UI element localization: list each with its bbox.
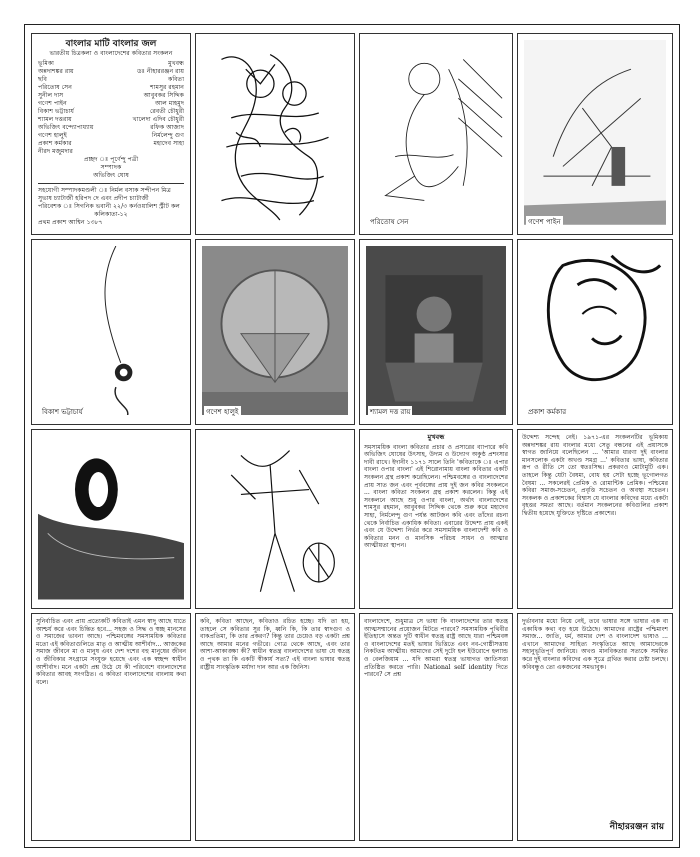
- artwork-abstract-drawing: [38, 246, 184, 415]
- artwork-caption: প্রকাশ কর্মকার: [528, 408, 567, 416]
- credit-artist: সুনীল দাস: [38, 92, 64, 99]
- book-title: বাংলার মাটি বাংলার জল: [65, 39, 157, 49]
- credit-artist: ছবি: [38, 76, 47, 83]
- publisher-city: কলিকাতা-১২: [94, 211, 128, 218]
- credit-row: [38, 100, 184, 108]
- credit-row: [38, 68, 184, 76]
- artwork-dark-painting: [366, 246, 506, 415]
- essay-text: বাংলাদেশে, শুধুমাত্র সে ভাষা কি বাংলাদেশের তার স্বতন্ত্র আত্মসম্মানের প্রয়োজন মিটতে পারবে? সমসাময়িক পৃথিবীর ইতিহাসে অন্তত দুটি স্বাধীন স্বতন্ত্র রাষ্ট্র আছে যারা পশ্চিমবঙ্গ ও বাংলাদেশের মতই ভাষার ভিত্তিতে এবং নব-গোষ্ঠীসত্তায় নিকটতম আত্মীয়। আমাদের সেই দুটো হল ইউরোপে হল্যান্ড ও বেলজিয়াম ... যদি আমরা স্বতন্ত্র ভাষাগত জাতিসত্তা প্রতিষ্ঠিত করতে পারি। National self identity দিতে পারবে? সে প্রশ্ন: [364, 618, 508, 679]
- editor-name: অভিজিৎ ঘোষ: [93, 172, 129, 179]
- credit-artist: পরিতোষ সেন: [38, 84, 72, 91]
- book-page: [24, 24, 680, 848]
- credit-poet: কবিতা: [168, 76, 184, 83]
- cover-credit: প্রচ্ছদ ঃ পূর্ণেন্দু পত্রী: [83, 156, 139, 163]
- artwork-caption: গণেশ পাইন: [528, 218, 561, 226]
- book-subtitle: ভারতীয় চিত্রকলা ও বাংলাদেশের কবিতার সংকলন: [49, 50, 173, 57]
- credits-panel: [31, 33, 191, 235]
- credit-poet: শামসুর রহমান: [150, 84, 184, 91]
- credit-artist: শ্যামল দত্তরায়: [38, 116, 72, 123]
- credit-row: [38, 92, 184, 100]
- essay-text: কবি, কবিতা আছেন, কবিতাও রচিত হচ্ছে। যদি তা হয়, তাহলে সে কবিতার সুর কি, ধ্বনি কি, কি তার স্বাদগুণ ও বাকপ্রতিমা, কি তার প্রকরণ? কিন্তু তার চেয়েও বড় একটা প্রশ্ন আছে আমার মনের গভীরে। গোত্র থেকে আছে, এবং তার আশা-আকাঙ্ক্ষা কী? স্বাধীন স্বতন্ত্র বাংলাদেশের ভাষা যে স্বতন্ত্র ও পৃথক তা কি একটি স্বীকার্য সত্য? এই বাংলা ভাষার স্বতন্ত্র রাষ্ট্রীয় সাংস্কৃতিক মর্যাদা দান আর এক জিনিস।: [200, 618, 350, 671]
- edition: প্রথম প্রকাশ আশ্বিন ১৩৮৭: [38, 219, 103, 226]
- artwork-seated-figure-drawing: [366, 40, 506, 225]
- editor-label: সম্পাদক: [100, 164, 122, 171]
- artwork-face-drawing: [524, 246, 666, 415]
- credit-row: [38, 76, 184, 84]
- credit-poet: রফিক আজাদ: [150, 124, 184, 131]
- artwork-frame: [31, 429, 191, 609]
- essay-text: দুর্ভাবনার মধ্যে নিয়ে নেই, তবে ভাষার সঙ্গে ভাষার এক বা একাধিক কথা বড় হয়ে উঠেছে। আমাদের রাষ্ট্রের পশ্চিমাংশ সমাজ... জাতি, ধর্ম, আমার দেশ ও বাংলাদেশ ভাষাও ... এখানে আমাদের সাহিত্য সংস্কৃতিতে আছে আমাদেরকে সহানুভূতিপূর্ণ জানিয়ে। অখণ্ড মানবিকতার সত্যকে সমন্বিত করে দুই বাংলার কবিদের এক সূত্রে গ্রথিত করার চেষ্টা চলছে। কবিবন্ধুও তো একজনের সমভাবুক।: [522, 618, 668, 671]
- artwork-frame: [31, 239, 191, 425]
- credit-row: [38, 140, 184, 148]
- essay-column: [195, 613, 355, 841]
- assistant-editors: সহযোগী সম্পাদকমণ্ডলী ঃ নির্মল বসাক সন্দীপন মিত্র: [38, 187, 171, 194]
- artwork-caption: শ্যামল দত্ত রায়: [370, 408, 411, 416]
- artwork-caption: গণেশ হালুই: [206, 408, 239, 416]
- credit-artist: ভূমিকা: [38, 60, 54, 67]
- artwork-frame: [517, 33, 673, 235]
- credit-artist: অভিজিৎ বন্দ্যোপাধ্যায়: [38, 124, 94, 131]
- essay-column: [517, 613, 673, 841]
- artwork-figure-line-drawing: [202, 436, 348, 600]
- credit-artist: নীরদ মজুমদার: [38, 148, 73, 155]
- artwork-caption: পরিতোষ সেন: [370, 218, 409, 226]
- preface-heading: মুখবন্ধ: [427, 433, 445, 441]
- credit-artist: অন্নদাশঙ্কর রায়: [38, 68, 74, 75]
- artwork-frame: [195, 33, 355, 235]
- credit-poet: আল মাহমুদ: [155, 100, 184, 107]
- credit-row: [38, 124, 184, 132]
- artwork-landscape-drawing: [524, 40, 666, 225]
- credit-poet: খালেদা এদিব চৌধুরী: [132, 116, 184, 123]
- credit-rows: [38, 60, 184, 156]
- credit-artist: বিকাশ ভট্টাচার্য: [38, 108, 74, 115]
- credit-row: [38, 84, 184, 92]
- preface-text: সমসাময়িক বাংলা কবিতার প্রচার ও প্রসারের ব্যাপারে কবি অভিজিৎ ঘোষের উৎসাহ, উদ্যম ও উদ্যোগ অকুণ্ঠ প্রশংসার দাবী রাখে। ইদানীং ১১৭১ সালে তিনি 'কবিতাকে ঃ এপার বাংলা ওপার বাংলা' এই শিরোনামায় বাংলা কবিতার একটি সংকলন গ্রন্থ প্রকাশ করেছিলেন। পশ্চিমবঙ্গের ও বাংলাদেশের প্রায় সাত জন এবং পূর্ববঙ্গের প্রায় দুই জন কবির সংকলনে ... বাংলা কবিতা সংকলন গ্রন্থ প্রকাশ করলেন। কিন্তু এই সংকলনে আছে শুধু ওপার বাংলা, অর্থাৎ বাংলাদেশের শামসুর রহমান, আবুবকর সিদ্দিক থেকে শুরু করে মহাদেব সাহা, নির্মলেন্দু গুণ পর্যন্ত আটজন কবি এবং তাঁদের রচনা থেকে নির্বাচিত একাধিক কবিতা। এবারের উদ্দেশ্য প্রায় একই এবং যে উদ্দেশ্য নির্ভর করে সমসাময়িক বাংলাদেশী কবি ও কবিতার মনন ও মানসিক পরিচয় সাধন ও আত্মার আত্মীয়তা স্থাপন।: [364, 443, 508, 550]
- artwork-frame: [195, 239, 355, 425]
- credit-poet: আবুবকর সিদ্দিক: [143, 92, 184, 99]
- credit-artist: প্রকাশ কর্মকার: [38, 140, 72, 147]
- essay-column: [31, 613, 191, 841]
- credit-poet: রেবতী চৌধুরী: [150, 108, 184, 115]
- essay-text: সুনির্বাচিত এবং প্রায় প্রত্যেকটি কবিতাই এমন স্বাদু আছে যাতে আশ্চর্য করে এবং চিন্তিত হবে... সহজ ও সিদ্ধ ও স্বচ্ছ মানসের ও সমাজের ভাবনা আছে। পশ্চিমবঙ্গের সমসাময়িক কবিতার মতো এই কবিতাগুলিতে মাতৃ ও আত্মীয় আশীর্বাদ... আজকের সমাজ জীবনে মা ও মানুষ এবং দেশ দশের বহু মানুষের জীবন ও জীবিকার সংগ্রামে সংযুক্ত হয়েছে এবং এক স্বচ্ছন্দ স্বাধীন আশীর্বাদ। মনে একটা প্রশ্ন উঠে যে কী পরিবেশে বাংলাদেশের কবিতার আবহ সংগঠিত। এ কবিতা বাংলাদেশের বাংলায় কথা বলে।: [36, 618, 186, 686]
- preface-column: [517, 429, 673, 609]
- author-signature: নীহাররঞ্জন রায়: [609, 822, 664, 832]
- credit-row: [38, 132, 184, 140]
- credit-poet: নির্মলেন্দু গুণ: [151, 132, 184, 139]
- credit-row: [38, 148, 184, 156]
- artwork-ink-drawing: [38, 436, 184, 600]
- artwork-frame: [359, 33, 513, 235]
- credit-poet: মুখবন্ধ: [168, 60, 184, 67]
- preface-column: [359, 429, 513, 609]
- credit-poet: ডঃ নীহাররঞ্জন রায়: [137, 68, 184, 75]
- publisher: পরিবেশক ঃ সিগনিক ভবানী ২২/৩ কর্নওয়ালিশ স্ট্রীট কল: [38, 203, 180, 210]
- artwork-circle-painting: [202, 246, 348, 415]
- preface-text: উদ্দেশ্য সন্দেহ নেই। ১৯৭১-এর সংকলনটির ভূমিকায় অন্নদাশঙ্কর রায় বাংলার মধ্যে সেতু বন্ধনের এই প্রয়াসকে স্বাগত জানিয়ে বলেছিলেন ... 'আমার ধারণা দুই বাংলার মানসলোক একটা অখণ্ড সমগ্র ...' কবিতার ভাষা, কবিতার রূপ ও রীতি সে তো স্বতঃসিদ্ধ। প্রকরণও মোটামুটি এক। তাহলে কিন্তু যেটা বৈষম্য, বোধ হয় সেটা হচ্ছে ভূগোলগত বৈষম্য ... সকলেরই প্রেমিক ও রোমান্টিক প্রেমিক। পশ্চিমের কবিরা সমাজ-সচেতন, প্রবৃত্তি সচেতন ও অবস্থা সচেতন। সংকলক ও প্রকাশকের বিশ্বাস যে বাংলার কবিদের মধ্যে একটা বৃহত্তর সমতা আছে। বর্তমান সংকলনের কবিগুলির প্রকাশ দ্বিতীয় হয়েছে যুক্তিতে দৃষ্টিতে প্রকাশের।: [522, 434, 668, 517]
- assistant-editors-2: সুভাষ চ্যাটার্জী হরিপদ দে এবং প্রদীপ চ্যাটার্জী: [38, 195, 149, 202]
- artwork-frame: [359, 239, 513, 425]
- artwork-figures-drawing: [202, 40, 348, 225]
- artwork-frame: [195, 429, 355, 609]
- credit-row: [38, 60, 184, 68]
- credit-artist: গণেশ হালুই: [38, 132, 67, 139]
- essay-column: [359, 613, 513, 841]
- artwork-caption: বিকাশ ভট্টাচার্য: [42, 408, 83, 416]
- credit-poet: মহাদেব সাহা: [153, 140, 184, 147]
- credit-row: [38, 108, 184, 116]
- artwork-frame: [517, 239, 673, 425]
- credit-row: [38, 116, 184, 124]
- credit-artist: গণেশ পাইন: [38, 100, 67, 107]
